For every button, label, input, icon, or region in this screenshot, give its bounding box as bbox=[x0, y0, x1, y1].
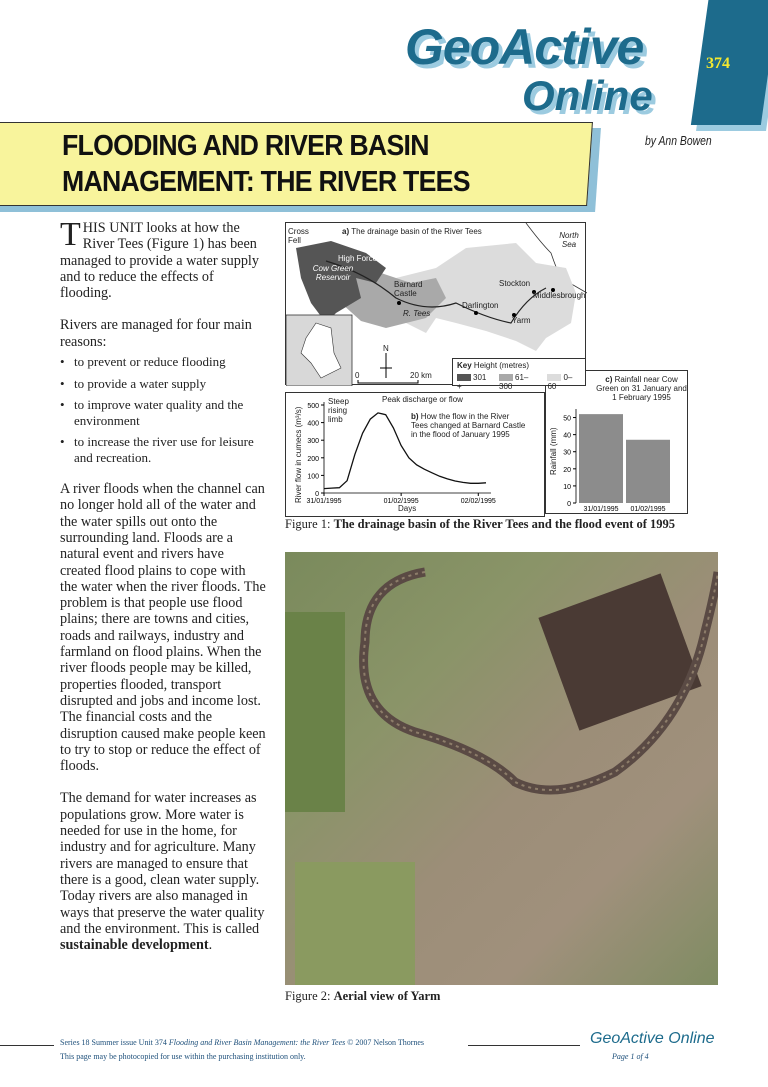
key-item: 0–60 bbox=[547, 373, 573, 391]
list-item: • to improve water quality and the environment bbox=[60, 397, 266, 428]
byline: by Ann Bowen bbox=[645, 133, 712, 148]
y-tick-label: 50 bbox=[563, 415, 571, 423]
intro-text: HIS UNIT looks at how the River Tees (Figure 1) has been managed to provide a water supply and to reduce the effects of flooding. bbox=[60, 220, 259, 302]
page-number: Page 1 of 4 bbox=[612, 1052, 649, 1061]
flow-x-label: Days bbox=[398, 504, 417, 513]
annotation-peak: Peak discharge or flow bbox=[382, 395, 463, 404]
town-marker bbox=[474, 311, 478, 315]
label-middlesbrough: Middlesbrough bbox=[533, 291, 586, 300]
key-item: 61–300 bbox=[499, 373, 529, 391]
y-tick-label: 30 bbox=[563, 449, 571, 457]
x-tick-label: 02/02/1995 bbox=[460, 498, 496, 505]
key-swatch bbox=[499, 374, 513, 381]
footer-copyright: © 2007 Nelson Thornes bbox=[345, 1038, 425, 1047]
flood-paragraph: A river floods when the channel can no longer hold all of the water and the water spills out onto the surrounding land. Floods are a natural event and rivers have created flood plains to cope with the water when the river floods. The problem is that people use flood plains; there are towns and cities, roads and railways, industry and farmland on flood plains. When the river floods people may be killed, properties flooded, transport disrupted and jobs and income lost. The financial costs and the disruption caused make people keen to try to stop or reduce the effect of floods. bbox=[60, 481, 266, 775]
x-tick-label: 01/02/1995 bbox=[383, 498, 419, 505]
label-cow-green: Cow Green Reservoir bbox=[312, 264, 354, 282]
key-subtitle: Height (metres) bbox=[473, 361, 530, 370]
title-line: FLOODING AND RIVER BASIN bbox=[62, 130, 429, 162]
label-north-sea: North Sea bbox=[559, 231, 579, 249]
x-tick-label: 31/01/1995 bbox=[583, 506, 619, 513]
key-title: Key bbox=[457, 361, 472, 370]
key-swatch bbox=[547, 374, 561, 381]
map-title-text: The drainage basin of the River Tees bbox=[351, 227, 482, 236]
drop-cap: T bbox=[60, 216, 81, 253]
reasons-list bbox=[60, 354, 266, 465]
label-r-tees: R. Tees bbox=[403, 309, 431, 318]
rainfall-title-text: Rainfall near Cow Green on 31 January and 1 February 1995 bbox=[596, 375, 687, 402]
y-tick-label: 20 bbox=[563, 466, 571, 474]
flow-title-text: How the flow in the River Tees changed at Barnard Castle in the flood of January 1995 bbox=[411, 412, 526, 439]
body-text bbox=[60, 216, 266, 969]
footer-rule bbox=[468, 1045, 580, 1046]
key-swatch bbox=[457, 374, 471, 381]
rainfall-title-prefix: c) bbox=[605, 375, 613, 384]
rainfall-y-label: Rainfall (mm) bbox=[549, 427, 558, 475]
fig1-title: The drainage basin of the River Tees and the flood event of 1995 bbox=[333, 517, 676, 531]
map-title bbox=[342, 227, 482, 236]
logo-online: Online bbox=[522, 72, 653, 119]
key-item: 301 + bbox=[457, 373, 487, 391]
issue-number: 374 bbox=[706, 55, 730, 72]
list-item: • to prevent or reduce flooding bbox=[60, 354, 266, 370]
list-item: • to increase the river use for leisure and recreation. bbox=[60, 434, 266, 465]
key-items bbox=[457, 373, 581, 391]
y-tick-label: 100 bbox=[307, 473, 319, 481]
reasons-intro: Rivers are managed for four main reasons: bbox=[60, 317, 252, 350]
scale-bar bbox=[358, 380, 418, 383]
label-yarm: Yarm bbox=[512, 316, 531, 325]
demand-paragraph bbox=[60, 790, 266, 953]
label-north: N bbox=[383, 344, 389, 353]
rainfall-chart bbox=[545, 370, 688, 514]
footer-photocopy: This page may be photocopied for use within the purchasing institution only. bbox=[60, 1052, 306, 1061]
demand-end: . bbox=[208, 937, 213, 954]
fig2-title: Aerial view of Yarm bbox=[333, 989, 441, 1003]
key-term: sustainable development bbox=[60, 937, 209, 954]
y-tick-label: 40 bbox=[563, 432, 571, 440]
y-tick-label: 0 bbox=[567, 501, 571, 508]
y-tick-label: 0 bbox=[315, 491, 319, 498]
demand-text: The demand for water increases as populations grow. More water is needed for use in the home, for industry and for agriculture. Many rivers are managed to ensure that there is a good, clean water supply. Today rivers are also managed in ways that preserve the water quality and the environment. This is called bbox=[60, 790, 265, 937]
y-tick-label: 200 bbox=[307, 455, 319, 463]
figure-2-caption bbox=[285, 989, 440, 1004]
footer-brand: GeoActive Online bbox=[590, 1030, 715, 1047]
rainfall-title bbox=[594, 375, 689, 402]
flow-title-prefix: b) bbox=[411, 412, 419, 421]
list-item: • to provide a water supply bbox=[60, 376, 266, 392]
aerial-photo-graphic bbox=[285, 552, 718, 985]
rainfall-bar bbox=[626, 440, 670, 503]
y-tick-label: 400 bbox=[307, 420, 319, 428]
label-cross-fell: Cross Fell bbox=[288, 227, 309, 245]
aerial-photo-yarm bbox=[285, 552, 718, 985]
x-tick-label: 01/02/1995 bbox=[630, 506, 666, 513]
flow-y-label: River flow in cumecs (m³/s) bbox=[294, 406, 303, 503]
logo-geoactive: GeoActive bbox=[405, 19, 644, 75]
footer-series bbox=[60, 1038, 424, 1047]
y-tick-label: 10 bbox=[563, 483, 571, 491]
figure-1-caption bbox=[285, 517, 675, 532]
label-stockton: Stockton bbox=[499, 279, 531, 288]
town-marker bbox=[397, 301, 401, 305]
page-title bbox=[62, 128, 470, 200]
fig1-prefix: Figure 1: bbox=[285, 517, 334, 531]
label-high-force: High Force bbox=[338, 254, 378, 263]
y-tick-label: 500 bbox=[307, 403, 319, 410]
title-line: MANAGEMENT: THE RIVER TEES bbox=[62, 166, 470, 198]
annotation-rising-limb: Steep rising limb bbox=[328, 397, 349, 424]
scale-20km: 20 km bbox=[410, 371, 432, 380]
rainfall-bar bbox=[579, 414, 623, 503]
scale-zero: 0 bbox=[355, 371, 360, 380]
x-tick-label: 31/01/1995 bbox=[306, 498, 342, 505]
label-darlington: Darlington bbox=[462, 301, 499, 310]
green-field bbox=[285, 612, 345, 812]
label-barnard-castle: Barnard Castle bbox=[394, 280, 423, 298]
y-tick-label: 300 bbox=[307, 438, 319, 446]
flow-chart-title bbox=[411, 412, 526, 439]
green-field bbox=[295, 862, 415, 985]
map-key bbox=[452, 358, 586, 391]
footer-series-text: Series 18 Summer issue Unit 374 bbox=[60, 1038, 169, 1047]
footer-rule bbox=[0, 1045, 54, 1046]
map-title-prefix: a) bbox=[342, 227, 350, 236]
flow-chart bbox=[285, 392, 545, 517]
footer-series-title: Flooding and River Basin Management: the River Tees bbox=[168, 1038, 346, 1047]
fig2-prefix: Figure 2: bbox=[285, 989, 334, 1003]
